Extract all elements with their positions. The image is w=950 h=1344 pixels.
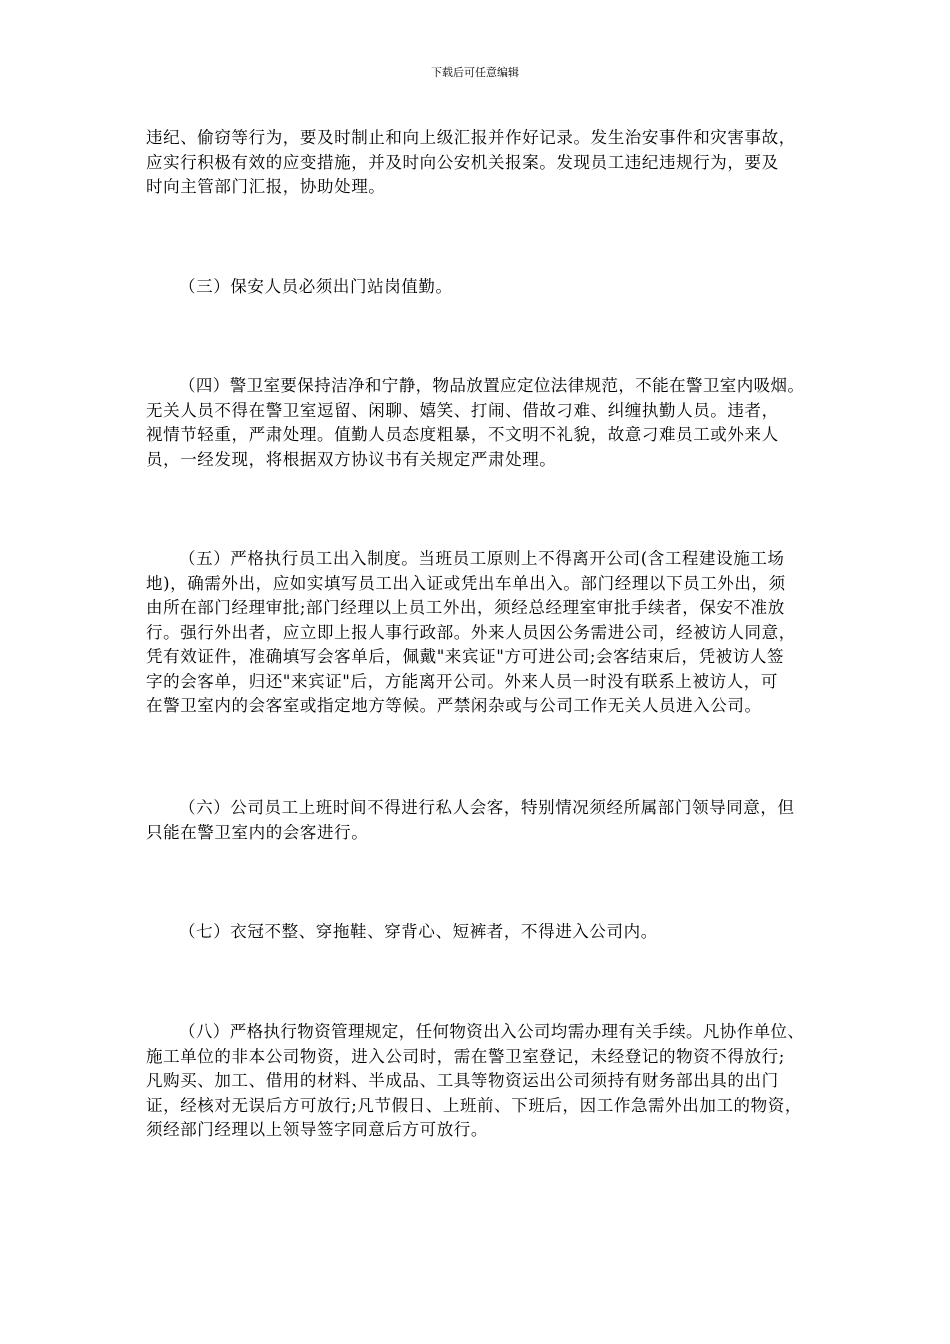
text-line: 视情节轻重，严肃处理。值勤人员态度粗暴，不文明不礼貌，故意刁难员工或外来人 <box>146 425 779 444</box>
text-line: 员，一经发现，将根据双方协议书有关规定严肃处理。 <box>146 449 557 469</box>
page-header: 下载后可任意编辑 <box>431 66 519 79</box>
paragraph-item-5 <box>146 547 810 719</box>
text-line: （五）严格执行员工出入制度。当班员工原则上不得离开公司(含工程建设施工场 <box>179 549 785 568</box>
text-line: 只能在警卫室内的会客进行。 <box>146 822 369 842</box>
text-line: 字的会客单，归还"来宾证"后，方能离开公司。外来人员一时没有联系上被访人，可 <box>146 671 778 691</box>
text-line: （六）公司员工上班时间不得进行私人会客，特别情况须经所属部门领导同意，但 <box>179 798 795 817</box>
text-line: 行。强行外出者，应立即上报人事行政部。外来人员因公务需进公司，经被访人同意， <box>146 622 796 642</box>
paragraph-item-3 <box>146 275 810 300</box>
paragraph-item-8 <box>146 1020 810 1143</box>
paragraph-continuation <box>146 126 810 200</box>
text-line: 时向主管部门汇报，协助处理。 <box>146 177 386 196</box>
text-line: 违纪、偷窃等行为，要及时制止和向上级汇报并作好记录。发生治安事件和灾害事故， <box>146 128 796 147</box>
text-line: 凡购买、加工、借用的材料、半成品、工具等物资运出公司须持有财务部出具的出门 <box>146 1071 779 1090</box>
text-line: 地)，确需外出，应如实填写员工出入证或凭出车单出入。部门经理以下员工外出，须 <box>146 573 786 593</box>
text-line: 应实行积极有效的应变措施，并及时向公安机关报案。发现员工违纪违规行为，要及 <box>146 152 779 172</box>
paragraph-item-6 <box>146 796 810 845</box>
text-line: 施工单位的非本公司物资，进入公司时，需在警卫室登记，未经登记的物资不得放行; <box>146 1046 785 1066</box>
text-line: （四）警卫室要保持洁净和宁静，物品放置应定位法律规范，不能在警卫室内吸烟。 <box>179 376 805 395</box>
paragraph-item-7 <box>146 920 810 945</box>
text-line: 无关人员不得在警卫室逗留、闲聊、嬉笑、打闹、借故刁难、纠缠执勤人员。违者， <box>146 400 779 420</box>
text-line: （七）衣冠不整、穿拖鞋、穿背心、短裤者，不得进入公司内。 <box>179 922 658 941</box>
text-line: （三）保安人员必须出门站岗值勤。 <box>179 277 453 296</box>
text-line: （八）严格执行物资管理规定，任何物资出入公司均需办理有关手续。凡协作单位、 <box>179 1022 805 1041</box>
text-line: 在警卫室内的会客室或指定地方等候。严禁闲杂或与公司工作无关人员进入公司。 <box>146 696 762 715</box>
text-line: 凭有效证件，准确填写会客单后，佩戴"来宾证"方可进公司;会客结束后，凭被访人签 <box>146 647 785 666</box>
text-line: 证，经核对无误后方可放行;凡节假日、上班前、下班后，因工作急需外出加工的物资， <box>146 1095 802 1115</box>
paragraph-item-4 <box>146 374 810 472</box>
text-line: 须经部门经理以上领导签字同意后方可放行。 <box>146 1120 488 1139</box>
text-line: 由所在部门经理审批;部门经理以上员工外出，须经总经理室审批手续者，保安不准放 <box>146 598 785 617</box>
